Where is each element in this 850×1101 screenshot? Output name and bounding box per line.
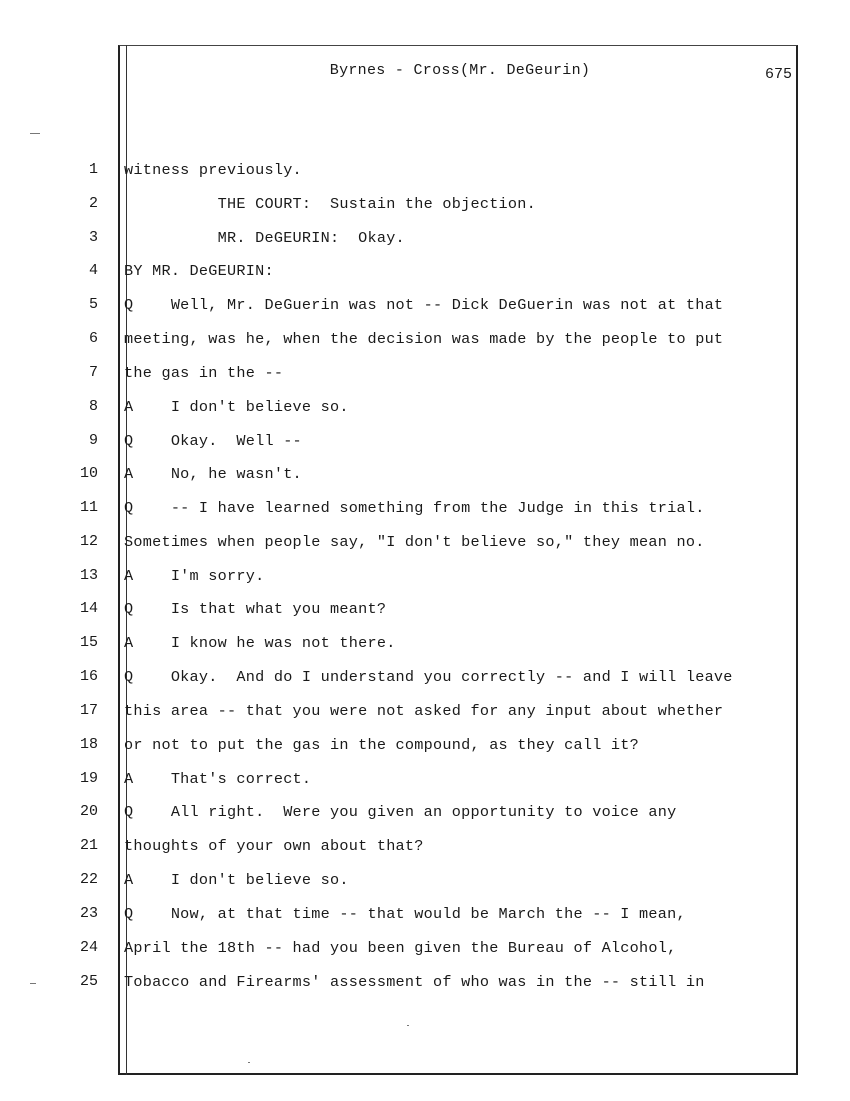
line-text: or not to put the gas in the compound, as they call it? xyxy=(124,736,640,754)
scan-speck xyxy=(248,1062,250,1063)
transcript-line xyxy=(0,396,800,418)
page-number: 675 xyxy=(764,66,792,83)
line-number: 25 xyxy=(79,973,98,990)
line-text: Q All right. Were you given an opportunity to voice any xyxy=(124,803,677,821)
line-number: 2 xyxy=(88,195,98,212)
line-number: 14 xyxy=(79,600,98,617)
line-number: 18 xyxy=(79,736,98,753)
line-text: A No, he wasn't. xyxy=(124,465,302,483)
transcript-line xyxy=(0,159,800,181)
transcript-line xyxy=(0,260,800,282)
transcript-line xyxy=(0,666,800,688)
transcript-line xyxy=(0,971,800,993)
line-text: Q Is that what you meant? xyxy=(124,600,387,618)
line-text: Q Okay. Well -- xyxy=(124,432,302,450)
line-text: Tobacco and Firearms' assessment of who was in the -- still in xyxy=(124,973,705,991)
transcript-line xyxy=(0,598,800,620)
transcript-line xyxy=(0,497,800,519)
line-number: 6 xyxy=(88,330,98,347)
transcript-line xyxy=(0,193,800,215)
line-text: this area -- that you were not asked for any input about whether xyxy=(124,702,724,720)
line-text: meeting, was he, when the decision was made by the people to put xyxy=(124,330,724,348)
line-number: 7 xyxy=(88,364,98,381)
transcript-line xyxy=(0,903,800,925)
line-number: 20 xyxy=(79,803,98,820)
transcript-line xyxy=(0,734,800,756)
line-number: 9 xyxy=(88,432,98,449)
line-text: A That's correct. xyxy=(124,770,312,788)
line-text: thoughts of your own about that? xyxy=(124,837,424,855)
line-text: A I don't believe so. xyxy=(124,871,349,889)
line-number: 1 xyxy=(88,161,98,178)
line-text: A I'm sorry. xyxy=(124,567,265,585)
transcript-line xyxy=(0,869,800,891)
line-number: 22 xyxy=(79,871,98,888)
transcript-line xyxy=(0,362,800,384)
line-number: 10 xyxy=(79,465,98,482)
page-title: Byrnes - Cross(Mr. DeGeurin) xyxy=(329,62,591,79)
scan-speck xyxy=(30,983,36,984)
line-number: 4 xyxy=(88,262,98,279)
line-text: Q -- I have learned something from the Judge in this trial. xyxy=(124,499,705,517)
line-text: the gas in the -- xyxy=(124,364,284,382)
line-number: 24 xyxy=(79,939,98,956)
transcript-line xyxy=(0,328,800,350)
line-number: 3 xyxy=(88,229,98,246)
line-text: Q Now, at that time -- that would be March the -- I mean, xyxy=(124,905,686,923)
line-number: 17 xyxy=(79,702,98,719)
transcript-line xyxy=(0,565,800,587)
line-text: Q Well, Mr. DeGuerin was not -- Dick DeGuerin was not at that xyxy=(124,296,724,314)
line-text: Q Okay. And do I understand you correctly -- and I will leave xyxy=(124,668,733,686)
line-number: 11 xyxy=(79,499,98,516)
line-text: THE COURT: Sustain the objection. xyxy=(124,195,537,213)
line-number: 13 xyxy=(79,567,98,584)
line-text: Sometimes when people say, "I don't believe so," they mean no. xyxy=(124,533,705,551)
line-text: MR. DeGEURIN: Okay. xyxy=(124,229,405,247)
scan-speck xyxy=(407,1025,409,1026)
transcript-line xyxy=(0,531,800,553)
scan-speck xyxy=(30,133,40,134)
transcript-line xyxy=(0,463,800,485)
transcript-line xyxy=(0,801,800,823)
transcript-line xyxy=(0,768,800,790)
transcript-line xyxy=(0,937,800,959)
line-text: A I don't believe so. xyxy=(124,398,349,416)
transcript-line xyxy=(0,430,800,452)
line-number: 21 xyxy=(79,837,98,854)
transcript-line xyxy=(0,632,800,654)
transcript-line xyxy=(0,700,800,722)
transcript-line xyxy=(0,835,800,857)
line-text: A I know he was not there. xyxy=(124,634,396,652)
line-number: 8 xyxy=(88,398,98,415)
line-number: 12 xyxy=(79,533,98,550)
line-text: witness previously. xyxy=(124,161,302,179)
line-number: 23 xyxy=(79,905,98,922)
line-number: 16 xyxy=(79,668,98,685)
line-text: April the 18th -- had you been given the Bureau of Alcohol, xyxy=(124,939,677,957)
line-number: 19 xyxy=(79,770,98,787)
line-number: 5 xyxy=(88,296,98,313)
transcript-line xyxy=(0,294,800,316)
line-number: 15 xyxy=(79,634,98,651)
transcript-line xyxy=(0,227,800,249)
line-text: BY MR. DeGEURIN: xyxy=(124,262,274,280)
